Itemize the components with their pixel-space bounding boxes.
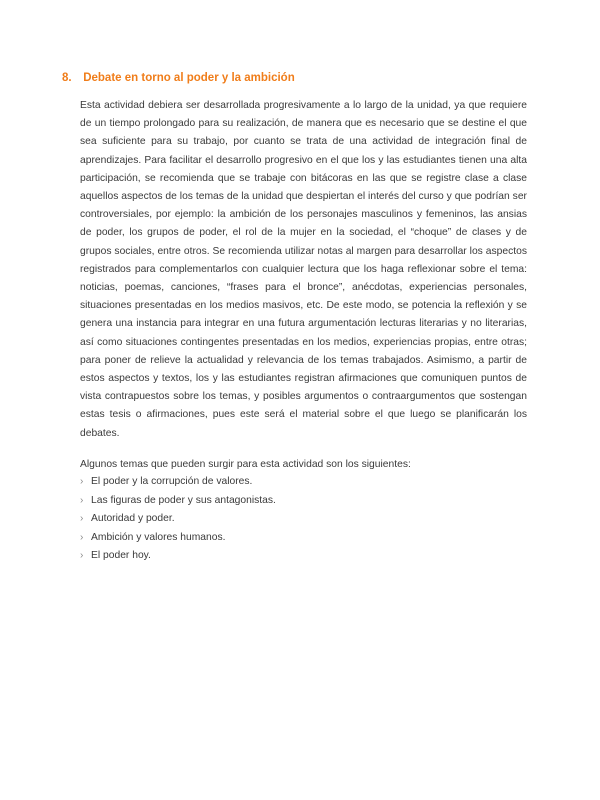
section-heading xyxy=(62,70,542,86)
activity-description-paragraph: Esta actividad debiera ser desarrollada progresivamente a lo largo de la unidad, ya que requiere de un tiempo prolongado para su realización, de manera que es necesario que se destine el que sea suficiente para su trabajo, por cuanto se trata de una actividad de integración final de aprendizajes. Para facilitar el desarrollo progresivo en el que los y las estudiantes tienen una alta participación, se recomienda que se trabaje con bitácoras en las que se registre clase a clase aquellos aspectos de los temas de la unidad que despiertan el interés del curso y que podrían ser controversiales, por ejemplo: la ambición de los personajes masculinos y femeninos, las ansias de poder, los grupos de poder, el rol de la mujer en la sociedad, el “choque” de clases y de grupos sociales, entre otros. Se recomienda utilizar notas al margen para desarrollar los aspectos registrados para complementarlos con cualquier lectura que los haga reflexionar sobre el tema: noticias, poemas, canciones, “frases para el bronce”, anécdotas, experiencias personales, situaciones presentadas en los medios masivos, etc. De este modo, se potencia la reflexión y se genera una instancia para integrar en una futura argumentación lecturas literarias y no literarias, así como situaciones contingentes presentadas en los medios, experiencias propias, entre otras; para poner de relieve la actualidad y relevancia de los temas trabajados. Asimismo, a partir de estos aspectos y textos, los y las estudiantes registran afirmaciones que comuniquen puntos de vista contrapuestos sobre los temas, y posibles argumentos o contraargumentos que sostengan estas tesis o afirmaciones, pues este será el material sobre el que luego se planificarán los debates. xyxy=(80,100,527,439)
topic-label: Autoridad y poder. xyxy=(91,513,175,525)
bullet-icon: › xyxy=(80,531,84,543)
topic-label: El poder y la corrupción de valores. xyxy=(91,476,253,487)
bullet-icon: › xyxy=(80,476,84,487)
list-item xyxy=(80,510,527,529)
section-number: 8. xyxy=(62,72,72,84)
topic-label: El poder hoy. xyxy=(91,550,151,562)
topic-label: Las figuras de poder y sus antagonistas. xyxy=(91,494,276,506)
list-item xyxy=(80,492,527,511)
bullet-icon: › xyxy=(80,513,84,525)
topic-list xyxy=(80,473,527,566)
list-item xyxy=(80,547,527,566)
list-item xyxy=(80,473,527,492)
bullet-icon: › xyxy=(80,550,84,562)
topics-intro: Algunos temas que pueden surgir para esta actividad son los siguientes: xyxy=(80,459,411,470)
bullet-icon: › xyxy=(80,494,84,506)
topic-label: Ambición y valores humanos. xyxy=(91,531,226,543)
list-item xyxy=(80,529,527,548)
section-title: Debate en torno al poder y la ambición xyxy=(83,72,295,84)
